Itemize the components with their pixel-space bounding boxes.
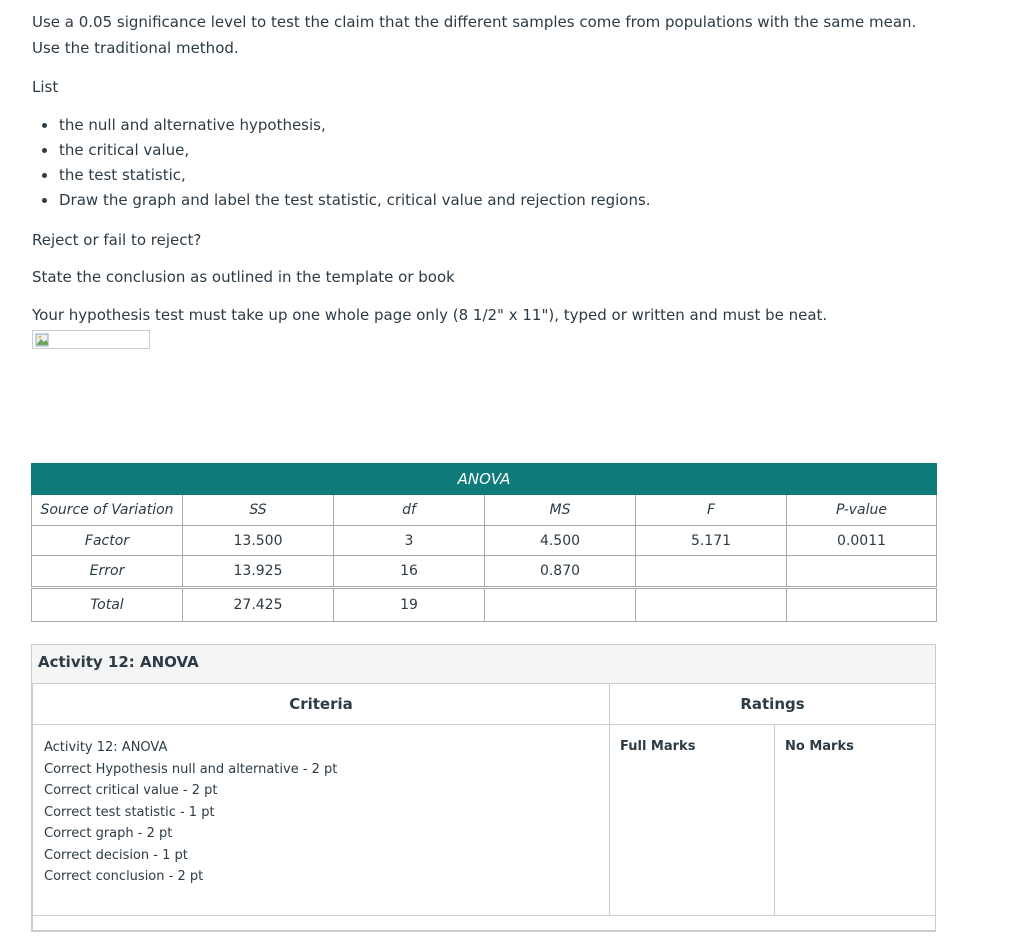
- list-item: the null and alternative hypothesis,: [32, 114, 651, 139]
- cell-df: 19: [334, 588, 485, 622]
- ratings-header: Ratings: [610, 684, 936, 725]
- bullet-icon: [42, 173, 47, 178]
- cell-ms: 4.500: [485, 526, 636, 556]
- conclusion-instruction: State the conclusion as outlined in the template or book: [32, 268, 455, 286]
- rubric-footer-row: [33, 916, 936, 931]
- table-row: [32, 526, 937, 556]
- bullet-icon: [42, 148, 47, 153]
- rubric-footer: [33, 916, 936, 931]
- reject-question: Reject or fail to reject?: [32, 231, 202, 249]
- header-ss: SS: [183, 495, 334, 526]
- header-f: F: [636, 495, 787, 526]
- criteria-header: Criteria: [33, 684, 610, 725]
- cell-ms: 0.870: [485, 556, 636, 588]
- criteria-line: Correct Hypothesis null and alternative - 2 pt: [44, 761, 338, 777]
- header-source: Source of Variation: [32, 495, 183, 526]
- cell-df: 3: [334, 526, 485, 556]
- cell-p-value: 0.0011: [787, 526, 937, 556]
- instruction-line-2: Use the traditional method.: [32, 39, 239, 57]
- header-ms: MS: [485, 495, 636, 526]
- list-item: the test statistic,: [32, 164, 651, 189]
- cell-p-value: [787, 588, 937, 622]
- row-label-factor: Factor: [32, 526, 183, 556]
- rubric-table: [32, 683, 936, 931]
- rating-no-marks: [775, 725, 936, 916]
- criteria-line: Activity 12: ANOVA: [44, 740, 168, 755]
- anova-title: ANOVA: [32, 464, 937, 495]
- criteria-description: [33, 725, 610, 916]
- rubric-header-row: [33, 684, 936, 725]
- rubric-criterion-row: [33, 725, 936, 916]
- header-df: df: [334, 495, 485, 526]
- requirements-list: [32, 114, 651, 214]
- table-row: [32, 556, 937, 588]
- bullet-icon: [42, 123, 47, 128]
- cell-f: 5.171: [636, 526, 787, 556]
- cell-df: 16: [334, 556, 485, 588]
- row-label-error: Error: [32, 556, 183, 588]
- list-item: the critical value,: [32, 139, 651, 164]
- criteria-line: Correct conclusion - 2 pt: [44, 869, 204, 884]
- rating-label: Full Marks: [620, 739, 696, 754]
- rating-label: No Marks: [785, 739, 854, 754]
- broken-image-icon: [35, 332, 51, 348]
- cell-ms: [485, 588, 636, 622]
- row-label-total: Total: [32, 588, 183, 622]
- broken-image-placeholder: [32, 330, 150, 349]
- bullet-icon: [42, 198, 47, 203]
- criteria-line: Correct test statistic - 1 pt: [44, 804, 215, 820]
- list-label: List: [32, 78, 59, 96]
- rating-full-marks: [610, 725, 775, 916]
- rubric-header: [32, 645, 935, 684]
- criteria-line: Correct decision - 1 pt: [44, 847, 188, 863]
- cell-f: [636, 588, 787, 622]
- cell-f: [636, 556, 787, 588]
- cell-p-value: [787, 556, 937, 588]
- rubric-title: Activity 12: ANOVA: [38, 653, 199, 671]
- table-header-row: [32, 495, 937, 526]
- page-requirement: Your hypothesis test must take up one whole page only (8 1/2" x 11"), typed or written and must be neat.: [32, 306, 828, 324]
- anova-table: [31, 463, 937, 622]
- list-item: Draw the graph and label the test statistic, critical value and rejection regions.: [32, 189, 651, 214]
- criteria-line: Correct critical value - 2 pt: [44, 783, 218, 798]
- criteria-line: Correct graph - 2 pt: [44, 826, 173, 841]
- cell-ss: 27.425: [183, 588, 334, 622]
- rubric: [31, 644, 936, 932]
- instruction-line-1: Use a 0.05 significance level to test the claim that the different samples come from populations with the same mean.: [32, 13, 917, 31]
- header-p-value: P-value: [787, 495, 937, 526]
- table-row: [32, 588, 937, 622]
- cell-ss: 13.500: [183, 526, 334, 556]
- cell-ss: 13.925: [183, 556, 334, 588]
